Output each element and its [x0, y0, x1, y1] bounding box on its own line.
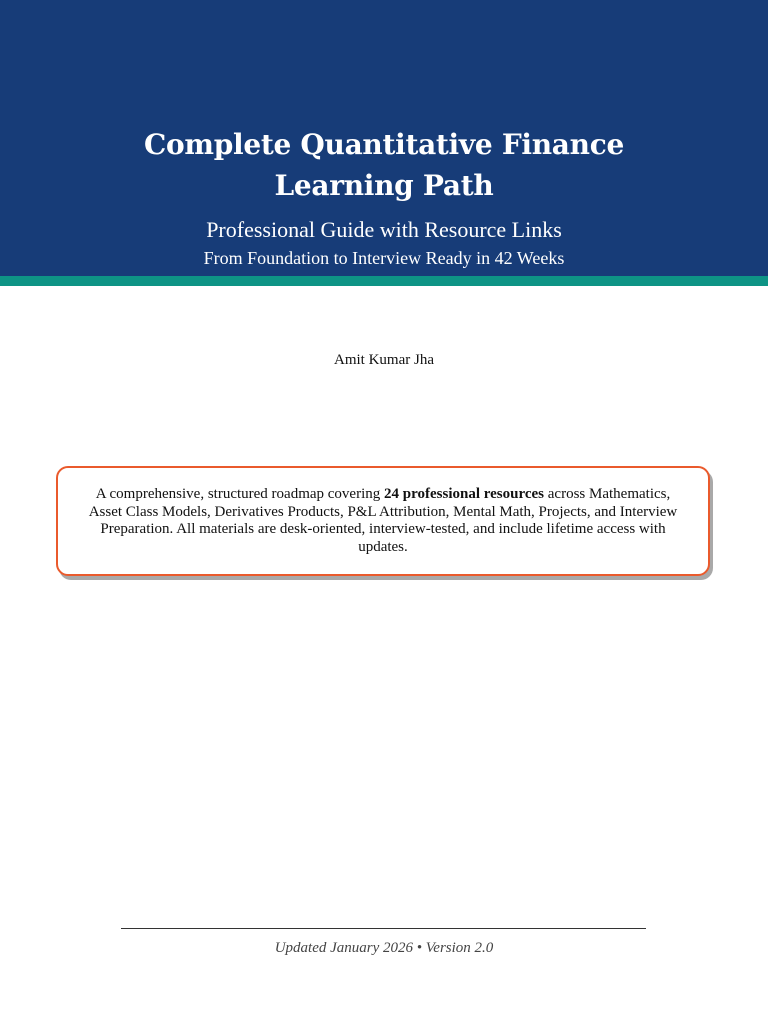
summary-text-after: across Mathematics, Asset Class Models, Derivatives Products, P&L Attribution, Mental Math, Projects, and Interview Preparation. All materials are desk-oriented, interview-tested, and include lifetime access with updates. [88, 486, 678, 555]
document-tagline: From Foundation to Interview Ready in 42 Weeks [203, 248, 565, 268]
footer-date: Updated January 2026 [274, 940, 414, 956]
title-line-1: Complete Quantitative Finance [144, 128, 624, 161]
footer-version: Version 2.0 [425, 940, 494, 956]
title-line-2: Learning Path [274, 169, 494, 202]
summary-text-before: A comprehensive, structured roadmap covering [95, 486, 385, 502]
summary-text [78, 486, 688, 556]
footer-separator: • [413, 940, 426, 956]
document-title [0, 124, 768, 206]
footer-divider [121, 928, 646, 929]
document-subtitle: Professional Guide with Resource Links [206, 217, 562, 242]
summary-highlight: 24 professional resources [384, 486, 545, 502]
footer-note [0, 938, 768, 958]
summary-box [56, 466, 710, 576]
accent-stripe [0, 276, 768, 286]
author-name: Amit Kumar Jha [334, 352, 434, 368]
